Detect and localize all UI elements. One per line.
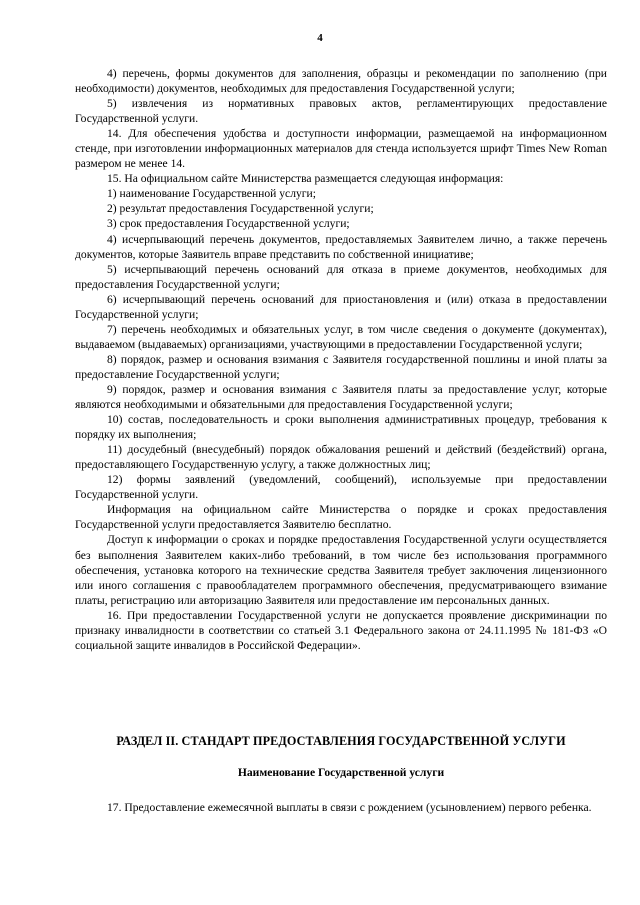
item-17	[75, 800, 607, 815]
paragraph: 15. На официальном сайте Министерства размещается следующая информация:	[107, 172, 504, 186]
paragraph: 8) порядок, размер и основания взимания с Заявителя государственной пошлины и иной платы за предоставление Государственной услуги;	[75, 352, 607, 381]
page-number: 4	[317, 32, 323, 44]
subsection-heading: Наименование Государственной услуги	[237, 766, 445, 779]
paragraph: Информация на официальном сайте Министерства о порядке и сроках предоставления Государственной услуги предоставляется Заявителю бесплатно.	[75, 503, 607, 532]
paragraph: 12) формы заявлений (уведомлений, сообщений), используемые при предоставлении Государственной услуги.	[75, 473, 607, 502]
paragraph: 4) исчерпывающий перечень документов, предоставляемых Заявителем лично, а также перечень документов, которые Заявитель вправе представить по собственной инициативе;	[75, 232, 607, 261]
paragraph: 9) порядок, размер и основания взимания с Заявителя платы за предоставление услуг, которые являются необходимыми и обязательными для предоставления Государственной услуги;	[75, 382, 607, 412]
paragraph: 17. Предоставление ежемесячной выплаты в связи с рождением (усыновлением) первого ребенка.	[107, 801, 592, 814]
paragraph: 11) досудебный (внесудебный) порядок обжалования решений и действий (бездействий) органа, предоставляющего Государственную услугу, а также должностных лиц;	[75, 443, 607, 472]
body-text	[75, 66, 607, 653]
paragraph: 7) перечень необходимых и обязательных услуг, в том числе сведения о документе (документах), выдаваемом (выдаваемых) организациями, участвующими в предоставлении Государственной услуги;	[75, 322, 607, 351]
paragraph: 1) наименование Государственной услуги;	[107, 187, 316, 201]
paragraph: 5) исчерпывающий перечень оснований для отказа в приеме документов, необходимых для предоставления Государственной услуги;	[75, 262, 607, 291]
paragraph: 2) результат предоставления Государственной услуги;	[107, 202, 374, 216]
paragraph: 14. Для обеспечения удобства и доступности информации, размещаемой на информационном стенде, при изготовлении информационных материалов для стенда используется шрифт Times New Roman размером не менее 14.	[75, 127, 607, 171]
paragraph: 10) состав, последовательность и сроки выполнения административных процедур, требования к порядку их выполнения;	[75, 413, 607, 442]
paragraph: 4) перечень, формы документов для заполнения, образцы и рекомендации по заполнению (при необходимости) документов, необходимых для предоставления Государственной услуги;	[75, 67, 607, 96]
paragraph: Доступ к информации о сроках и порядке предоставления Государственной услуги осуществляется без выполнения Заявителем каких-либо требований, в том числе без использования программного обеспечения, установка которого на технические средства Заявителя требует заключения лицензионного или иного соглашения с правообладателем программного обеспечения, предусматривающего взимание платы, регистрацию или авторизацию Заявителя или предоставление им персональных данных.	[75, 533, 607, 607]
paragraph: 3) срок предоставления Государственной услуги;	[107, 217, 350, 231]
paragraph: 6) исчерпывающий перечень оснований для приостановления и (или) отказа в предоставлении Государственной услуги;	[75, 292, 607, 321]
paragraph: 5) извлечения из нормативных правовых актов, регламентирующих предоставление Государственной услуги.	[75, 97, 607, 126]
paragraph: 16. При предоставлении Государственной услуги не допускается проявление дискриминации по признаку инвалидности в соответствии со статьей 3.1 Федерального закона от 24.11.1995 № 181-ФЗ «О социальной защите инвалидов в Российской Федерации».	[75, 608, 607, 652]
section-heading: РАЗДЕЛ II. СТАНДАРТ ПРЕДОСТАВЛЕНИЯ ГОСУДАРСТВЕННОЙ УСЛУГИ	[116, 734, 566, 748]
